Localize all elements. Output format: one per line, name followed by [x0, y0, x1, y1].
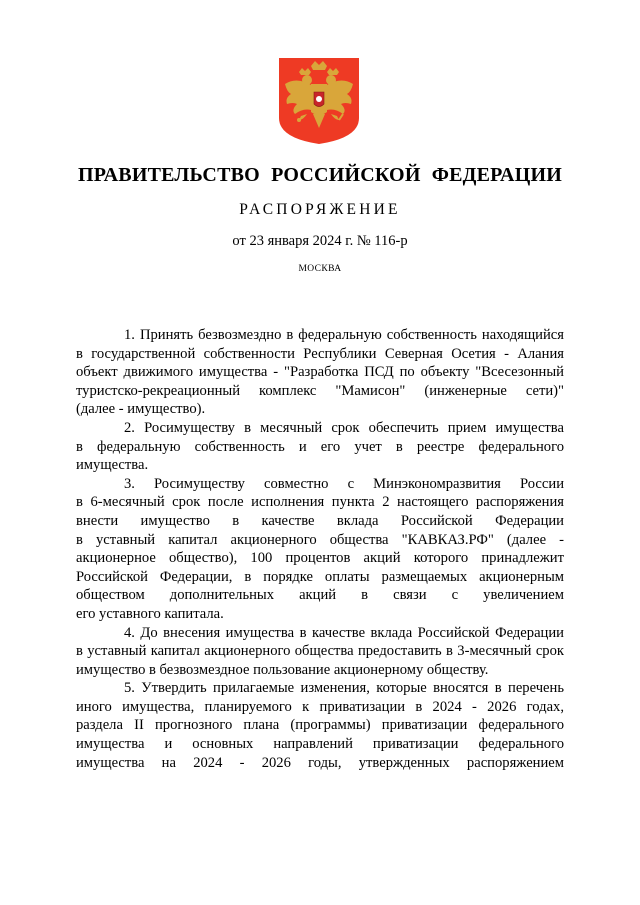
paragraph-line: раздела II прогнозного плана (программы) приватизации федерального — [76, 717, 564, 734]
paragraph-4 — [76, 624, 564, 680]
paragraph-line: 4. До внесения имущества в качестве вклада Российской Федерации — [124, 624, 564, 641]
paragraph-line: иного имущества, планируемого к приватизации в 2024 - 2026 годах, — [76, 698, 564, 715]
paragraph-line: имущества. — [76, 457, 149, 474]
document-date-number: от 23 января 2024 г. № 116-р — [232, 233, 408, 249]
paragraph-line: акционерное общество), 100 процентов акций которого принадлежит — [76, 550, 564, 567]
paragraph-line: 2. Росимуществу в месячный срок обеспечить прием имущества — [124, 419, 564, 436]
paragraph-5 — [76, 679, 564, 772]
paragraph-2 — [76, 419, 564, 475]
russian-coat-of-arms-icon — [277, 56, 361, 146]
paragraph-line: 3. Росимуществу совместно с Минэкономразвития России — [124, 475, 564, 492]
paragraph-line: в 6-месячный срок после исполнения пункта 2 настоящего распоряжения — [76, 494, 564, 511]
paragraph-line: имущество в безвозмездное пользование акционерному обществу. — [76, 661, 489, 678]
paragraph-line: имущества на 2024 - 2026 годы, утвержденных распоряжением — [76, 754, 564, 771]
paragraph-3 — [76, 475, 564, 624]
paragraph-line: в уставный капитал акционерного общества "КАВКАЗ.РФ" (далее - — [76, 531, 564, 548]
paragraph-line: его уставного капитала. — [76, 605, 224, 622]
page-title: ПРАВИТЕЛЬСТВО РОССИЙСКОЙ ФЕДЕРАЦИИ — [78, 164, 562, 186]
paragraph-line: внести имущество в качестве вклада Российской Федерации — [76, 512, 564, 529]
paragraph-1 — [76, 326, 564, 419]
paragraph-line: туристско-рекреационный комплекс "Мамисон" (инженерные сети)" — [76, 382, 564, 399]
paragraph-line: в государственной собственности Республики Северная Осетия - Алания — [76, 345, 564, 362]
paragraph-line: 5. Утвердить прилагаемые изменения, которые вносятся в перечень — [124, 680, 564, 697]
paragraph-line: (далее - имущество). — [76, 401, 206, 418]
paragraph-line: имущества и основных направлений приватизации федерального — [76, 736, 564, 753]
paragraph-line: 1. Принять безвозмездно в федеральную собственность находящийся — [124, 327, 564, 343]
paragraph-line: в уставный капитал акционерного общества предоставить в 3-месячный срок — [76, 643, 564, 660]
document-type: РАСПОРЯЖЕНИЕ — [239, 201, 401, 218]
paragraph-line: Российской Федерации, в порядке оплаты размещаемых акционерным — [76, 568, 564, 585]
paragraph-line: объект движимого имущества - "Разработка ПСД по объекту "Всесезонный — [76, 364, 564, 381]
paragraph-line: в федеральную собственность и его учет в реестре федерального — [76, 438, 564, 455]
document-body — [76, 326, 564, 772]
document-city: МОСКВА — [298, 264, 342, 274]
paragraph-line: обществом дополнительных акций в связи с увеличением — [76, 587, 564, 604]
